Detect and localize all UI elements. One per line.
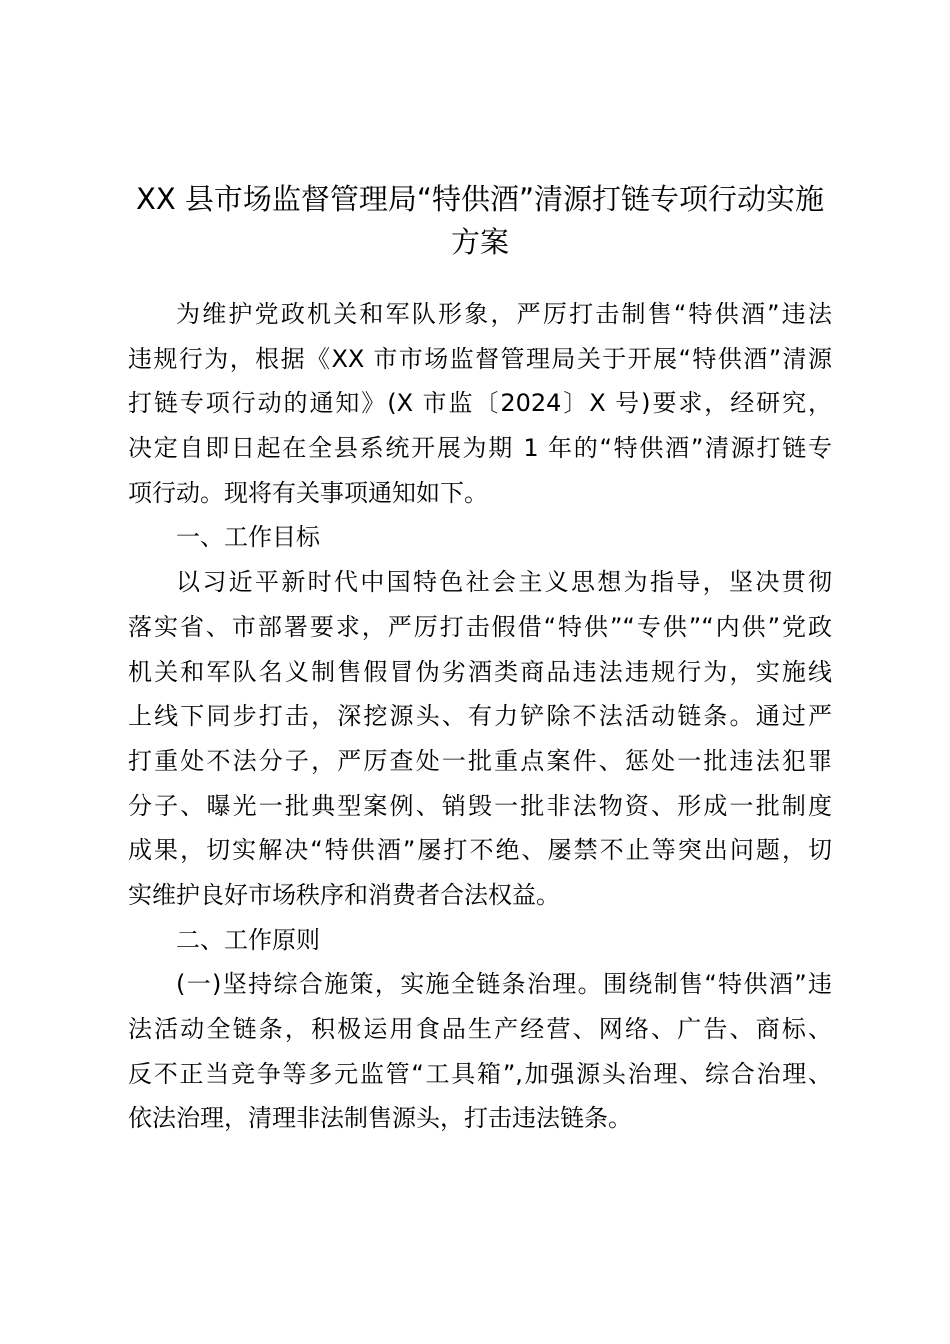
section-heading: 二、工作原则 [176, 925, 320, 954]
text-line: 打链专项行动的通知》(X 市监〔2024〕X 号)要求，经研究， [128, 389, 832, 418]
principle-1-paragraph [128, 962, 832, 1141]
text-line: 以习近平新时代中国特色社会主义思想为指导，坚决贯彻 [176, 568, 832, 597]
document-body [128, 292, 832, 1141]
section-heading-principles [128, 918, 832, 963]
text-line: 为维护党政机关和军队形象，严厉打击制售“特供酒”违法 [176, 300, 832, 328]
intro-paragraph [128, 292, 832, 515]
section-heading-goals [128, 515, 832, 560]
text-line: 实维护良好市场秩序和消费者合法权益。 [128, 880, 560, 909]
section-heading: 一、工作目标 [176, 523, 320, 552]
text-line: 机关和军队名义制售假冒伪劣酒类商品违法违规行为，实施线 [128, 657, 832, 686]
text-line: 依法治理，清理非法制售源头，打击违法链条。 [128, 1104, 632, 1133]
goals-paragraph [128, 560, 832, 918]
title-line-1: XX 县市场监督管理局“特供酒”清源打链专项行动实施 [135, 182, 824, 216]
text-line: (一)坚持综合施策，实施全链条治理。围绕制售“特供酒”违 [176, 970, 832, 999]
text-line: 违规行为，根据《XX 市市场监督管理局关于开展“特供酒”清源 [128, 344, 832, 373]
text-line: 落实省、市部署要求，严厉打击假借“特供”“专供”“内供”党政 [128, 612, 832, 641]
text-line: 法活动全链条，积极运用食品生产经营、网络、广告、商标、 [128, 1015, 832, 1043]
text-line: 决定自即日起在全县系统开展为期 1 年的“特供酒”清源打链专 [128, 434, 832, 463]
text-line: 打重处不法分子，严厉查处一批重点案件、惩处一批违法犯罪 [128, 746, 832, 775]
text-line: 分子、曝光一批典型案例、销毁一批非法物资、形成一批制度 [128, 791, 832, 820]
text-line: 反不正当竞争等多元监管“工具箱”,加强源头治理、综合治理、 [128, 1059, 832, 1088]
title-line-2: 方案 [450, 225, 509, 259]
text-line: 上线下同步打击，深挖源头、有力铲除不法活动链条。通过严 [128, 702, 832, 731]
text-line: 成果，切实解决“特供酒”屡打不绝、屡禁不止等突出问题，切 [128, 836, 832, 865]
document-title [128, 178, 832, 264]
text-line: 项行动。现将有关事项通知如下。 [128, 478, 488, 507]
